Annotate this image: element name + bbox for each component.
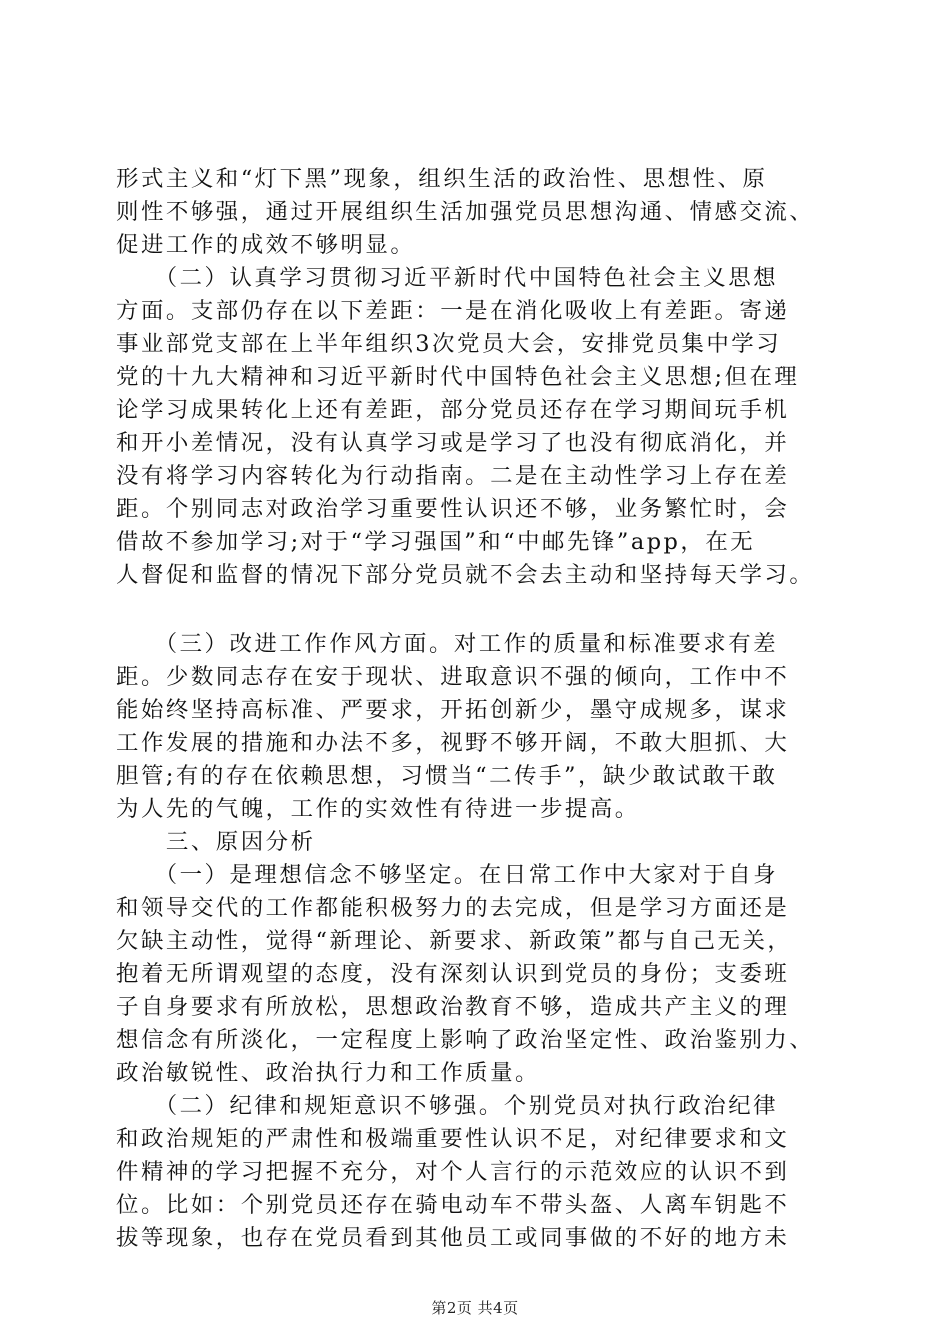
text-line: 子自身要求有所放松，思想政治教育不够，造成共产主义的理: [116, 994, 790, 1020]
text-line: 和政治规矩的严肃性和极端重要性认识不足，对纪律要求和文: [116, 1126, 790, 1152]
text-line: 借故不参加学习;对于“学习强国”和“中邮先锋”app，在无: [116, 529, 756, 555]
text-line: 能始终坚持高标准、严要求，开拓创新少，墨守成规多，谋求: [116, 697, 790, 723]
text-line: 距。个别同志对政治学习重要性认识还不够，业务繁忙时，会: [116, 496, 790, 522]
text-line: 政治敏锐性、政治执行力和工作质量。: [116, 1060, 540, 1086]
text-line: 想信念有所淡化，一定程度上影响了政治坚定性、政治鉴别力、: [116, 1027, 815, 1053]
section-heading: 三、原因分析: [116, 829, 316, 855]
text-line: 和开小差情况，没有认真学习或是学习了也没有彻底消化，并: [116, 430, 790, 456]
text-line: 欠缺主动性，觉得“新理论、新要求、新政策”都与自己无关，: [116, 928, 793, 954]
text-line: 和领导交代的工作都能积极努力的去完成，但是学习方面还是: [116, 895, 790, 921]
text-line: （一）是理想信念不够坚定。在日常工作中大家对于自身: [116, 862, 779, 888]
text-line: 则性不够强，通过开展组织生活加强党员思想沟通、情感交流、: [116, 199, 815, 225]
text-line: 抱着无所谓观望的态度，没有深刻认识到党员的身份；支委班: [116, 961, 790, 987]
text-line: 人督促和监督的情况下部分党员就不会去主动和坚持每天学习。: [116, 562, 815, 588]
text-line: 促进工作的成效不够明显。: [116, 232, 416, 258]
text-line: 党的十九大精神和习近平新时代中国特色社会主义思想;但在理: [116, 364, 800, 390]
text-line: 胆管;有的存在依赖思想，习惯当“二传手”，缺少敢试敢干敢: [116, 763, 778, 789]
text-line: 方面。支部仍存在以下差距：一是在消化吸收上有差距。寄递: [116, 298, 790, 324]
text-line: 工作发展的措施和办法不多，视野不够开阔，不敢大胆抓、大: [116, 730, 790, 756]
text-line: 拔等现象，也存在党员看到其他员工或同事做的不好的地方未: [116, 1225, 790, 1251]
text-line: 位。比如：个别党员还存在骑电动车不带头盔、人离车钥匙不: [116, 1192, 790, 1218]
text-line: 事业部党支部在上半年组织3次党员大会，安排党员集中学习: [116, 331, 782, 357]
text-line: 距。少数同志存在安于现状、进取意识不强的倾向，工作中不: [116, 664, 790, 690]
text-line: 形式主义和“灯下黑”现象，组织生活的政治性、思想性、原: [116, 166, 768, 192]
text-line: （三）改进工作作风方面。对工作的质量和标准要求有差: [116, 631, 779, 657]
text-line: 论学习成果转化上还有差距，部分党员还存在学习期间玩手机: [116, 397, 790, 423]
page-number-footer: 第2页 共4页: [431, 1299, 519, 1317]
text-line: 没有将学习内容转化为行动指南。二是在主动性学习上存在差: [116, 463, 790, 489]
text-line: 为人先的气魄，工作的实效性有待进一步提高。: [116, 796, 640, 822]
text-line: （二）认真学习贯彻习近平新时代中国特色社会主义思想: [116, 265, 779, 291]
text-line: （二）纪律和规矩意识不够强。个别党员对执行政治纪律: [116, 1093, 779, 1119]
text-line: 件精神的学习把握不充分，对个人言行的示范效应的认识不到: [116, 1159, 790, 1185]
